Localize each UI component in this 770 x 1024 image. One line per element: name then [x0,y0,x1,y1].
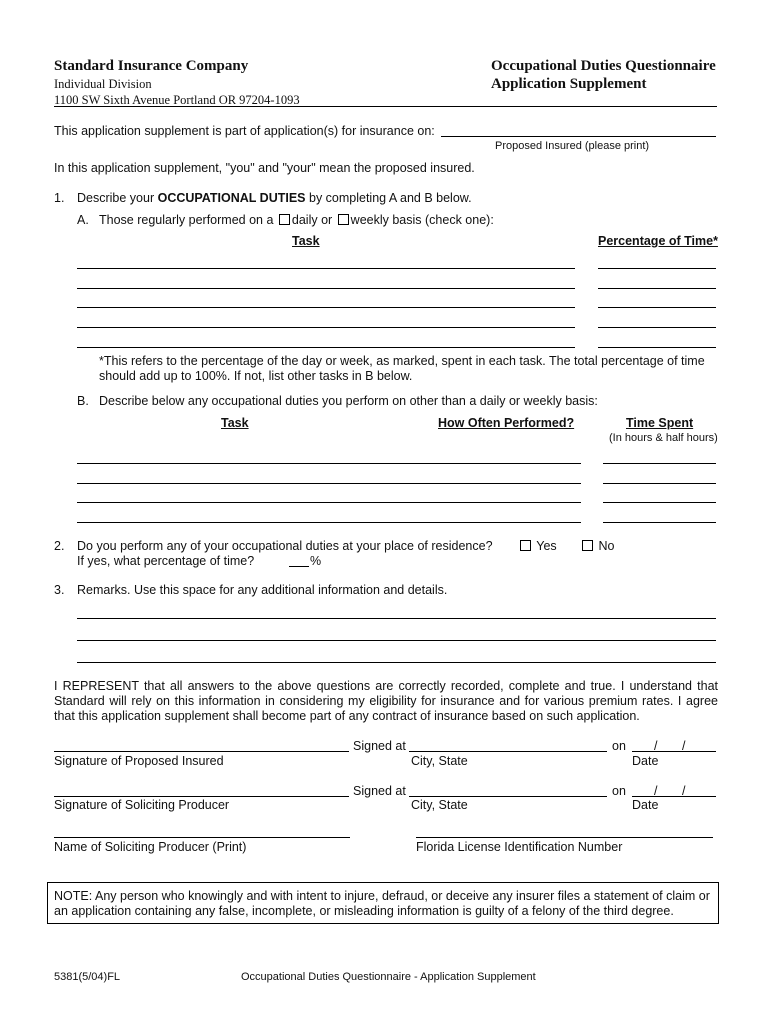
q1b-task-line[interactable] [77,483,581,484]
signed-at-label: Signed at [353,739,406,753]
q1b-task-line[interactable] [77,522,581,523]
q1b-time-line[interactable] [603,463,716,464]
daily-checkbox[interactable] [279,214,290,225]
fraud-notice-text: NOTE: Any person who knowingly and with intent to injure, defraud, or deceive any insurer files a statement of claim or an application containing any false, incomplete, or misleading information is guilty of a felony of the third degree. [54,889,710,918]
q1b-label: B. [77,394,89,408]
company-address: 1100 SW Sixth Avenue Portland OR 97204-1093 [54,93,300,107]
representation-statement: I REPRESENT that all answers to the above questions are correctly recorded, complete and true. I understand that Standard will rely on this information in considering my eligibility for insurance and for various premium rates. I agree that this application supplement shall become part of any contract of insurance based on such application. [54,679,718,723]
q1a-percentage-header: Percentage of Time* [598,234,718,248]
q1b-text: Describe below any occupational duties you perform on other than a daily or weekly basis: [99,394,598,408]
q1-number: 1. [54,191,65,205]
insured-signature-line[interactable] [54,751,349,752]
percentage-footnote-line1: *This refers to the percentage of the day or week, as marked, spent in each task. The total percentage of time [99,354,705,368]
q1b-how-often-header: How Often Performed? [438,416,575,430]
q1a-label: A. [77,213,89,227]
city-state-caption: City, State [411,754,468,768]
remarks-line[interactable] [77,618,716,619]
city-state-caption: City, State [411,798,468,812]
q1b-task-line[interactable] [77,502,581,503]
on-label: on [612,784,626,798]
insured-city-state-field[interactable] [409,751,607,752]
q1b-task-header: Task [221,416,249,430]
q1a-percentage-line[interactable] [598,268,716,269]
q1b-time-line[interactable] [603,483,716,484]
q1b-time-spent-header: Time Spent [626,416,694,430]
form-title: Occupational Duties Questionnaire [491,58,716,74]
q1a-task-line[interactable] [77,327,575,328]
license-number-field[interactable] [416,837,713,838]
producer-city-state-field[interactable] [409,796,607,797]
producer-signature-caption: Signature of Soliciting Producer [54,798,230,812]
q1a-percentage-line[interactable] [598,288,716,289]
q1a-percentage-line[interactable] [598,347,716,348]
q3-text: Remarks. Use this space for any additional information and details. [77,583,448,597]
q1b-time-line[interactable] [603,522,716,523]
proposed-insured-caption: Proposed Insured (please print) [495,140,650,152]
q2-followup: If yes, what percentage of time? [77,554,255,568]
q2-percent-sign: % [310,554,322,568]
q2-yes-option[interactable]: Yes [518,539,557,553]
form-number: 5381(5/04)FL [54,971,121,983]
q2-question: Do you perform any of your occupational duties at your place of residence? [77,539,493,553]
producer-name-field[interactable] [54,837,350,838]
weekly-checkbox[interactable] [338,214,349,225]
remarks-line[interactable] [77,662,716,663]
q2-number: 2. [54,539,65,553]
supplement-statement: This application supplement is part of application(s) for insurance on: [54,124,435,138]
q1a-task-header: Task [292,234,320,248]
q2-no-option[interactable]: No [580,539,614,553]
q1a-task-line[interactable] [77,307,575,308]
q1a-task-line[interactable] [77,288,575,289]
q1a-percentage-line[interactable] [598,327,716,328]
date-slash: / [682,739,686,753]
date-caption: Date [632,798,659,812]
header-rule [54,106,717,107]
q1a-task-line[interactable] [77,268,575,269]
producer-signature-line[interactable] [54,796,349,797]
no-checkbox[interactable] [582,540,593,551]
producer-name-caption: Name of Soliciting Producer (Print) [54,840,247,854]
q2-percentage-field[interactable] [289,566,309,567]
definition-text: In this application supplement, "you" and "your" mean the proposed insured. [54,161,475,175]
insured-signature-caption: Signature of Proposed Insured [54,754,224,768]
date-caption: Date [632,754,659,768]
producer-date-field[interactable] [632,796,716,797]
q1b-time-spent-note: (In hours & half hours) [609,432,718,444]
date-slash: / [654,784,658,798]
q1a-text: Those regularly performed on a daily or weekly basis (check one): [99,213,494,227]
footer-form-name: Occupational Duties Questionnaire - Application Supplement [241,971,536,983]
insured-date-field[interactable] [632,751,716,752]
q3-number: 3. [54,583,65,597]
date-slash: / [682,784,686,798]
q1b-time-line[interactable] [603,502,716,503]
q1a-percentage-line[interactable] [598,307,716,308]
yes-checkbox[interactable] [520,540,531,551]
form-subtitle: Application Supplement [491,76,647,92]
company-name: Standard Insurance Company [54,58,249,74]
remarks-line[interactable] [77,640,716,641]
proposed-insured-field[interactable] [441,136,716,137]
q1b-task-line[interactable] [77,463,581,464]
q1a-task-line[interactable] [77,347,575,348]
date-slash: / [654,739,658,753]
signed-at-label: Signed at [353,784,406,798]
percentage-footnote-line2: should add up to 100%. If not, list other tasks in B below. [99,369,413,383]
license-caption: Florida License Identification Number [416,840,623,854]
on-label: on [612,739,626,753]
q1-text: Describe your OCCUPATIONAL DUTIES by completing A and B below. [77,191,472,205]
company-division: Individual Division [54,77,152,91]
